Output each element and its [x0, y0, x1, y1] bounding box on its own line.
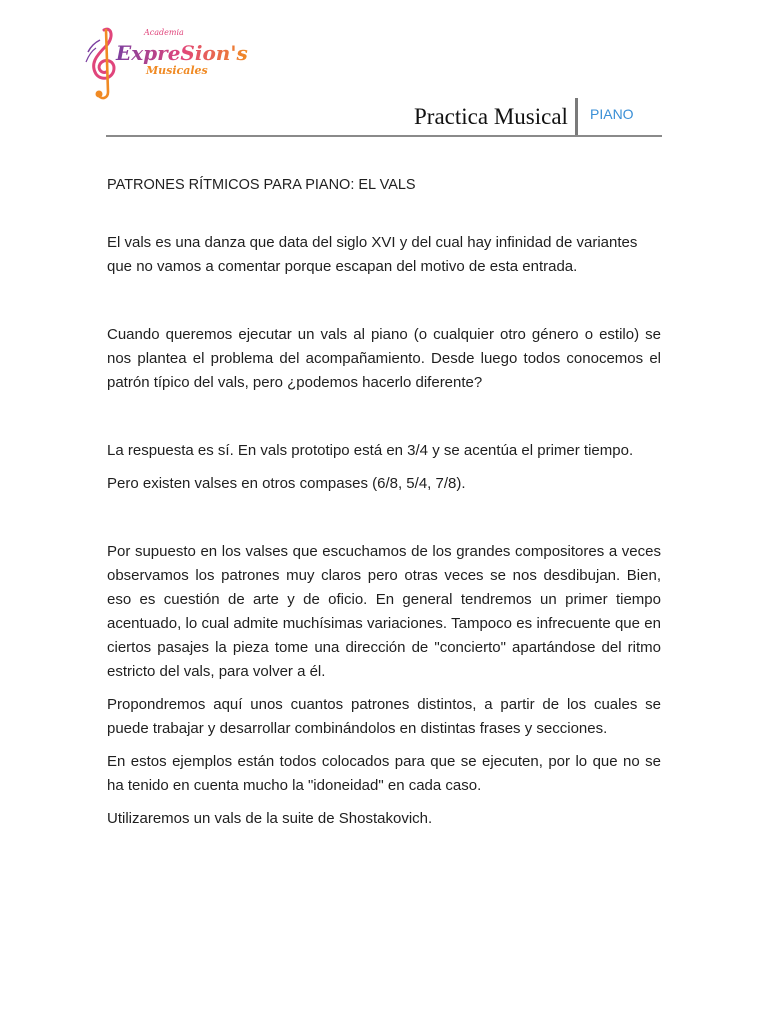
header-rule — [106, 135, 662, 137]
paragraph-1: El vals es una danza que data del siglo XVI y del cual hay infinidad de variantes que no vamos a comentar porque escapan del motivo de esta entrada. — [107, 234, 638, 275]
paragraph-6: Propondremos aquí unos cuantos patrones distintos, a partir de los cuales se puede trabajar y desarrollar combinándolos en distintas frases y secciones. — [107, 696, 661, 737]
header-divider — [575, 98, 578, 136]
academia-expresions-musicales-logo — [82, 22, 248, 102]
logo-text-top: Academia — [144, 28, 184, 37]
logo-text-main: ExpreSion's — [116, 41, 248, 65]
paragraph-3: La respuesta es sí. En vals prototipo está en 3/4 y se acentúa el primer tiempo. — [107, 442, 634, 459]
paragraph-8: Utilizaremos un vals de la suite de Shostakovich. — [107, 810, 433, 827]
treble-clef-icon — [86, 29, 114, 98]
paragraph-4: Pero existen valses en otros compases (6/8, 5/4, 7/8). — [107, 475, 466, 492]
header-tag: PIANO — [590, 106, 634, 122]
paragraph-7: En estos ejemplos están todos colocados para que se ejecuten, por lo que no se ha tenido en cuenta mucho la "idoneidad" en cada caso. — [107, 753, 661, 794]
document-body — [107, 173, 661, 831]
page-header-title: Practica Musical — [414, 104, 568, 129]
logo-text-sub: Musicales — [146, 64, 208, 77]
document-heading: PATRONES RÍTMICOS PARA PIANO: EL VALS — [107, 177, 416, 193]
paragraph-5: Por supuesto en los valses que escuchamos de los grandes compositores a veces observamos los patrones muy claros pero otras veces se nos desdibujan. Bien, eso es cuestión de arte y de oficio. En general tendremos un primer tiempo acentuado, lo cual admite muchísimas variaciones. Tampoco es infrecuente que en ciertos pasajes la pieza tome una dirección de "concierto" apartándose del ritmo estricto del vals, para volver a él. — [107, 543, 661, 680]
paragraph-2: Cuando queremos ejecutar un vals al piano (o cualquier otro género o estilo) se nos plantea el problema del acompañamiento. Desde luego todos conocemos el patrón típico del vals, pero ¿podemos hacerlo diferente? — [107, 326, 661, 391]
